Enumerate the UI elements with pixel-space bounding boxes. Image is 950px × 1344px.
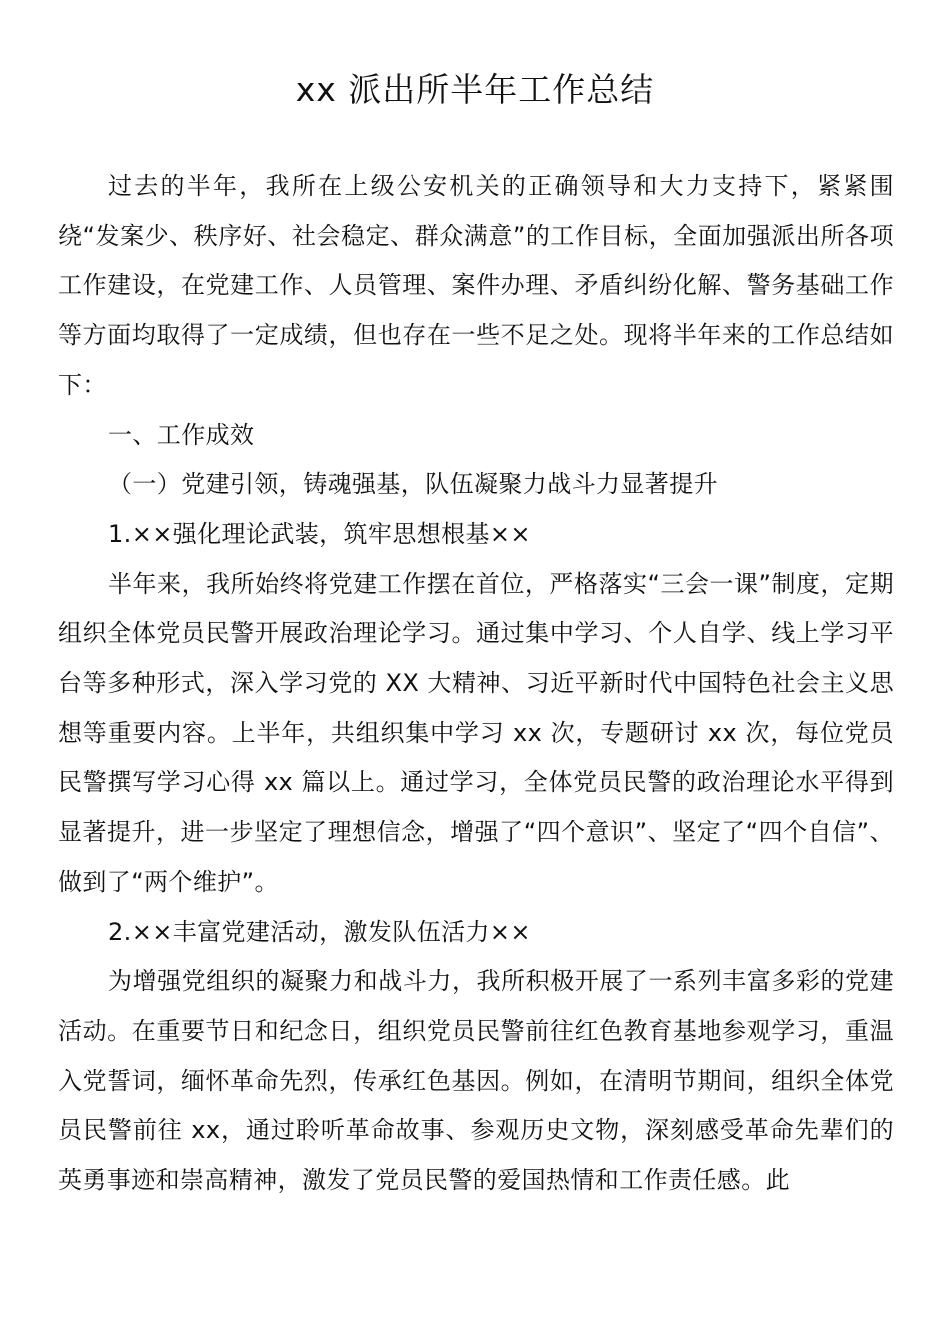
- item-heading: 1.××强化理论武装，筑牢思想根基××: [108, 519, 531, 548]
- document-body: [58, 162, 894, 1206]
- body-paragraph: 为增强党组织的凝聚力和战斗力，我所积极开展了一系列丰富多彩的党建活动。在重要节日和纪念日，组织党员民警前往红色教育基地参观学习，重温入党誓词，缅怀革命先烈，传承红色基因。例如，在清明节期间，组织全体党员民警前往 xx，通过聆听革命故事、参观历史文物，深刻感受革命先辈们的英勇事迹和崇高精神，激发了党员民警的爱国热情和工作责任感。此: [58, 967, 894, 1195]
- section-heading: 一、工作成效: [108, 420, 255, 449]
- item-heading: 2.××丰富党建活动，激发队伍活力××: [108, 917, 531, 946]
- intro-paragraph: 过去的半年，我所在上级公安机关的正确领导和大力支持下，紧紧围绕“发案少、秩序好、社会稳定、群众满意”的工作目标，全面加强派出所各项工作建设，在党建工作、人员管理、案件办理、矛盾纠纷化解、警务基础工作等方面均取得了一定成绩，但也存在一些不足之处。现将半年来的工作总结如下：: [58, 172, 894, 399]
- body-paragraph: 半年来，我所始终将党建工作摆在首位，严格落实“三会一课”制度，定期组织全体党员民警开展政治理论学习。通过集中学习、个人自学、线上学习平台等多种形式，深入学习党的 XX 大精神、习近平新时代中国特色社会主义思想等重要内容。上半年，共组织集中学习 xx 次，专题研讨 xx 次，每位党员民警撰写学习心得 xx 篇以上。通过学习，全体党员民警的政治理论水平得到显著提升，进一步坚定了理想信念，增强了“四个意识”、坚定了“四个自信”、做到了“两个维护”。: [58, 569, 894, 896]
- subsection-heading: （一）党建引领，铸魂强基，队伍凝聚力战斗力显著提升: [108, 470, 718, 499]
- document-title: xx 派出所半年工作总结: [295, 70, 655, 109]
